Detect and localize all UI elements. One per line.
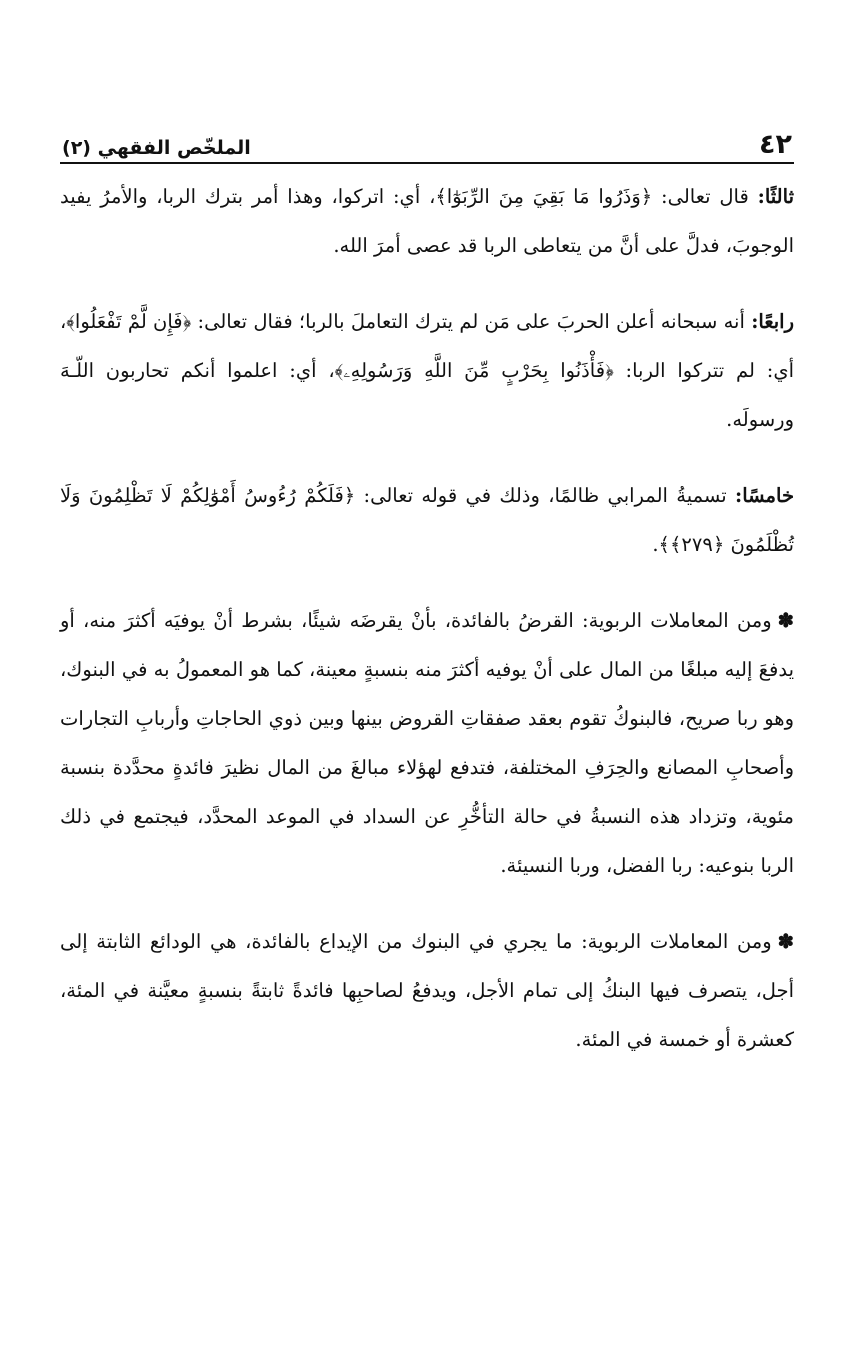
asterisk-bullet-icon: ✽ [777, 609, 794, 632]
page-header [60, 120, 794, 164]
paragraph-lead: ثالثًا: [757, 185, 794, 208]
running-title: الملخّص الفقهي (٢) [62, 137, 251, 159]
paragraph-lead: خامسًا: [735, 484, 794, 507]
paragraph-third-reason [60, 172, 794, 270]
paragraph-bank-deposits [60, 917, 794, 1064]
paragraph-text: تسميةُ المرابي ظالمًا، وذلك في قوله تعالى: ﴿فَلَكُمْ رُءُوسُ أَمْوَٰلِكُمْ لَا تَظْلِمُونَ وَلَا تُظْلَمُونَ ﴿٢٧٩﴾﴾. [60, 484, 794, 556]
paragraph-fourth-reason [60, 297, 794, 444]
paragraph-loan-interest [60, 596, 794, 890]
paragraph-text: قال تعالى: ﴿وَذَرُوا مَا بَقِيَ مِنَ الرِّبَوٰٓا﴾، أي: اتركوا، وهذا أمر بترك الربا، والأمرُ يفيد الوجوبَ، فدلَّ على أنَّ من يتعاطى الربا قد عصى أمرَ الله. [60, 185, 794, 257]
asterisk-bullet-icon: ✽ [777, 930, 794, 953]
paragraph-text: ومن المعاملات الربوية: القرضُ بالفائدة، بأنْ يقرضَه شيئًا، بشرط أنْ يوفيَه أكثرَ منه، أو يدفعَ إليه مبلغًا من المال على أنْ يوفيه أكثرَ منه بنسبةٍ معينة، كما هو المعمولُ به في البنوك، وهو ربا صريح، فالبنوكُ تقوم بعقد صفقاتِ القروض بينها وبين ذوي الحاجاتِ وأربابِ التجارات وأصحابِ المصانع والحِرَفِ المختلفة، فتدفع لهؤلاء مبالغَ من المال نظيرَ فائدةٍ محدَّدة بنسبة مئوية، وتزداد هذه النسبةُ في حالة التأخُّرِ عن السداد في الموعد المحدَّد، فيجتمع في ذلك الربا بنوعيه: ربا الفضل، وربا النسيئة. [60, 609, 794, 877]
page-number: ٤٢ [759, 129, 792, 160]
paragraph-text: ومن المعاملات الربوية: ما يجري في البنوك من الإيداع بالفائدة، هي الودائع الثابتة إلى أجل، يتصرف فيها البنكُ إلى تمام الأجل، ويدفعُ لصاحبِها فائدةً ثابتةً بنسبةٍ معيَّنة في المئة، كعشرة أو خمسة في المئة. [60, 930, 794, 1051]
paragraph-fifth-reason [60, 471, 794, 569]
paragraph-text: أنه سبحانه أعلن الحربَ على مَن لم يترك التعاملَ بالربا؛ فقال تعالى: ﴿فَإِن لَّمْ تَفْعَلُوا﴾، أي: لم تتركوا الربا: ﴿فَأْذَنُوا بِحَرْبٍ مِّنَ اللَّهِ وَرَسُولِهِۦ﴾، أي: اعلموا أنكم تحاربون اللّـهَ ورسولَه. [60, 310, 794, 431]
paragraph-lead: رابعًا: [751, 310, 794, 333]
book-page [60, 120, 794, 1064]
